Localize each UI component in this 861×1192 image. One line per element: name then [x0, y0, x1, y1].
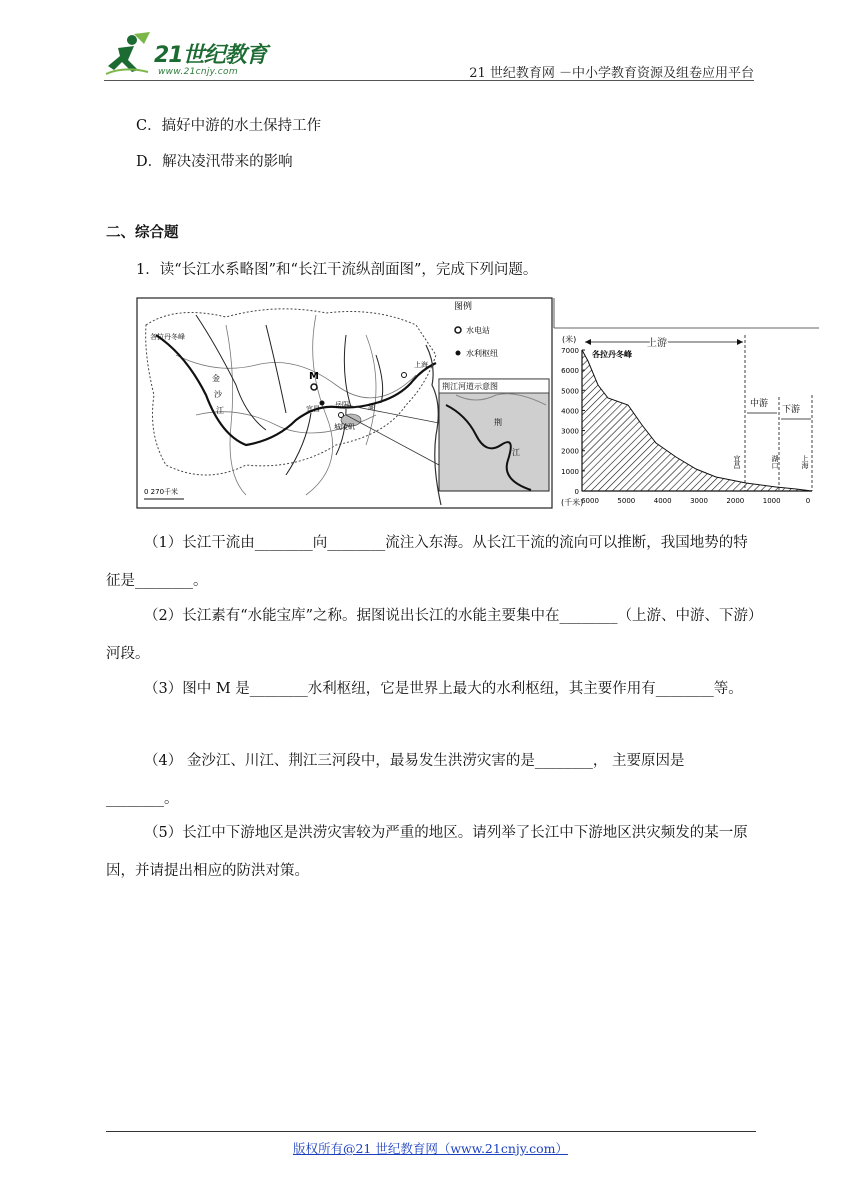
svg-text:水利枢纽: 水利枢纽 — [466, 349, 498, 358]
logo-text: 21世纪教育 — [154, 43, 267, 68]
svg-text:沙: 沙 — [214, 390, 222, 399]
svg-text:图例: 图例 — [454, 302, 473, 312]
site-tagline: 21 世纪教育网 －中小学教育资源及组卷应用平台 — [469, 66, 754, 81]
question-figure — [136, 295, 819, 511]
svg-text:宜昌: 宜昌 — [306, 405, 320, 413]
subquestion-1: （1）长江干流由________向________流注入东海。从长江干流的流向可以推断，我国地势的特征是________。 — [106, 535, 748, 589]
x-tick-label: 0 — [805, 497, 811, 505]
subquestion-2: （2）长江素有“水能宝库”之称。据图说出长江的水能主要集中在________（上游、中游、下游）河段。 — [106, 608, 756, 662]
subquestion-4: （4） 金沙江、川江、荆江三河段中，最易发生洪涝灾害的是________， 主要原因是________。 — [106, 753, 685, 807]
y-tick-label: 3000 — [561, 427, 579, 436]
x-unit: (千米) — [561, 498, 584, 507]
dam-marker-m — [311, 384, 317, 390]
y-tick-label: 2000 — [561, 447, 579, 456]
y-tick-label: 5000 — [561, 387, 579, 396]
logo-url: www.21cnjy.com — [158, 67, 238, 77]
x-axis-ticks — [581, 497, 810, 505]
question-intro: 1．读“长江水系略图”和“长江干流纵剖面图”，完成下列问题。 — [136, 262, 538, 278]
svg-text:各拉丹冬峰: 各拉丹冬峰 — [150, 333, 185, 341]
option-c: C．搞好中游的水土保持工作 — [136, 118, 322, 134]
svg-text:上海: 上海 — [801, 455, 809, 469]
x-tick-label: 3000 — [690, 497, 708, 505]
subquestion-3: （3）图中 M 是________水利枢纽，它是世界上最大的水利枢纽，其主要作用有________等。 — [144, 681, 743, 697]
header-divider — [104, 80, 754, 81]
svg-text:江: 江 — [216, 406, 224, 415]
y-tick-label: 7000 — [561, 347, 579, 355]
y-tick-label: 4000 — [561, 407, 579, 416]
svg-text:M: M — [309, 371, 319, 382]
svg-text:水电站: 水电站 — [466, 326, 490, 335]
svg-text:荆江河道示意图: 荆江河道示意图 — [442, 382, 498, 391]
y-tick-label: 0 — [574, 488, 579, 496]
yangtze-figure — [136, 295, 819, 511]
y-unit: (米) — [562, 335, 577, 344]
svg-text:金: 金 — [212, 374, 220, 383]
svg-text:上游: 上游 — [647, 338, 667, 349]
longitudinal-profile — [554, 298, 819, 507]
section-title: 二、综合题 — [106, 225, 179, 241]
svg-text:城陵矶: 城陵矶 — [334, 423, 355, 431]
jingjiang-inset — [439, 379, 549, 491]
svg-text:荆: 荆 — [494, 418, 502, 427]
page-header — [104, 28, 754, 84]
svg-text:上海: 上海 — [414, 361, 428, 369]
svg-text:宜昌: 宜昌 — [733, 455, 741, 469]
svg-text:湖口: 湖口 — [771, 455, 779, 469]
svg-text:湖: 湖 — [368, 403, 375, 411]
subquestion-5: （5）长江中下游地区是洪涝灾害较为严重的地区。请列举了长江中下游地区洪灾频发的某一原因，并请提出相应的防洪对策。 — [106, 825, 748, 879]
footer-copyright[interactable]: 版权所有@21 世纪教育网（www.21cnjy.com） — [292, 1141, 569, 1156]
svg-text:中游: 中游 — [750, 399, 769, 409]
x-tick-label: 6000 — [581, 497, 599, 505]
svg-text:江: 江 — [512, 448, 520, 457]
x-tick-label: 4000 — [653, 497, 672, 505]
svg-text:下游: 下游 — [782, 405, 801, 415]
svg-text:岳阳: 岳阳 — [335, 401, 349, 409]
y-tick-label: 1000 — [561, 467, 579, 476]
x-tick-label: 2000 — [726, 497, 745, 505]
x-tick-label: 1000 — [762, 497, 781, 505]
svg-text:各拉丹冬峰: 各拉丹冬峰 — [592, 350, 632, 359]
runner-logo-icon — [104, 30, 156, 80]
option-d: D．解决凌汛带来的影响 — [136, 154, 293, 170]
y-tick-label: 6000 — [561, 367, 579, 376]
x-tick-label: 5000 — [617, 497, 636, 505]
svg-text:0 270千米: 0 270千米 — [144, 488, 179, 496]
site-logo[interactable] — [104, 30, 304, 80]
yangtze-map — [137, 298, 552, 508]
footer-divider — [106, 1131, 756, 1132]
